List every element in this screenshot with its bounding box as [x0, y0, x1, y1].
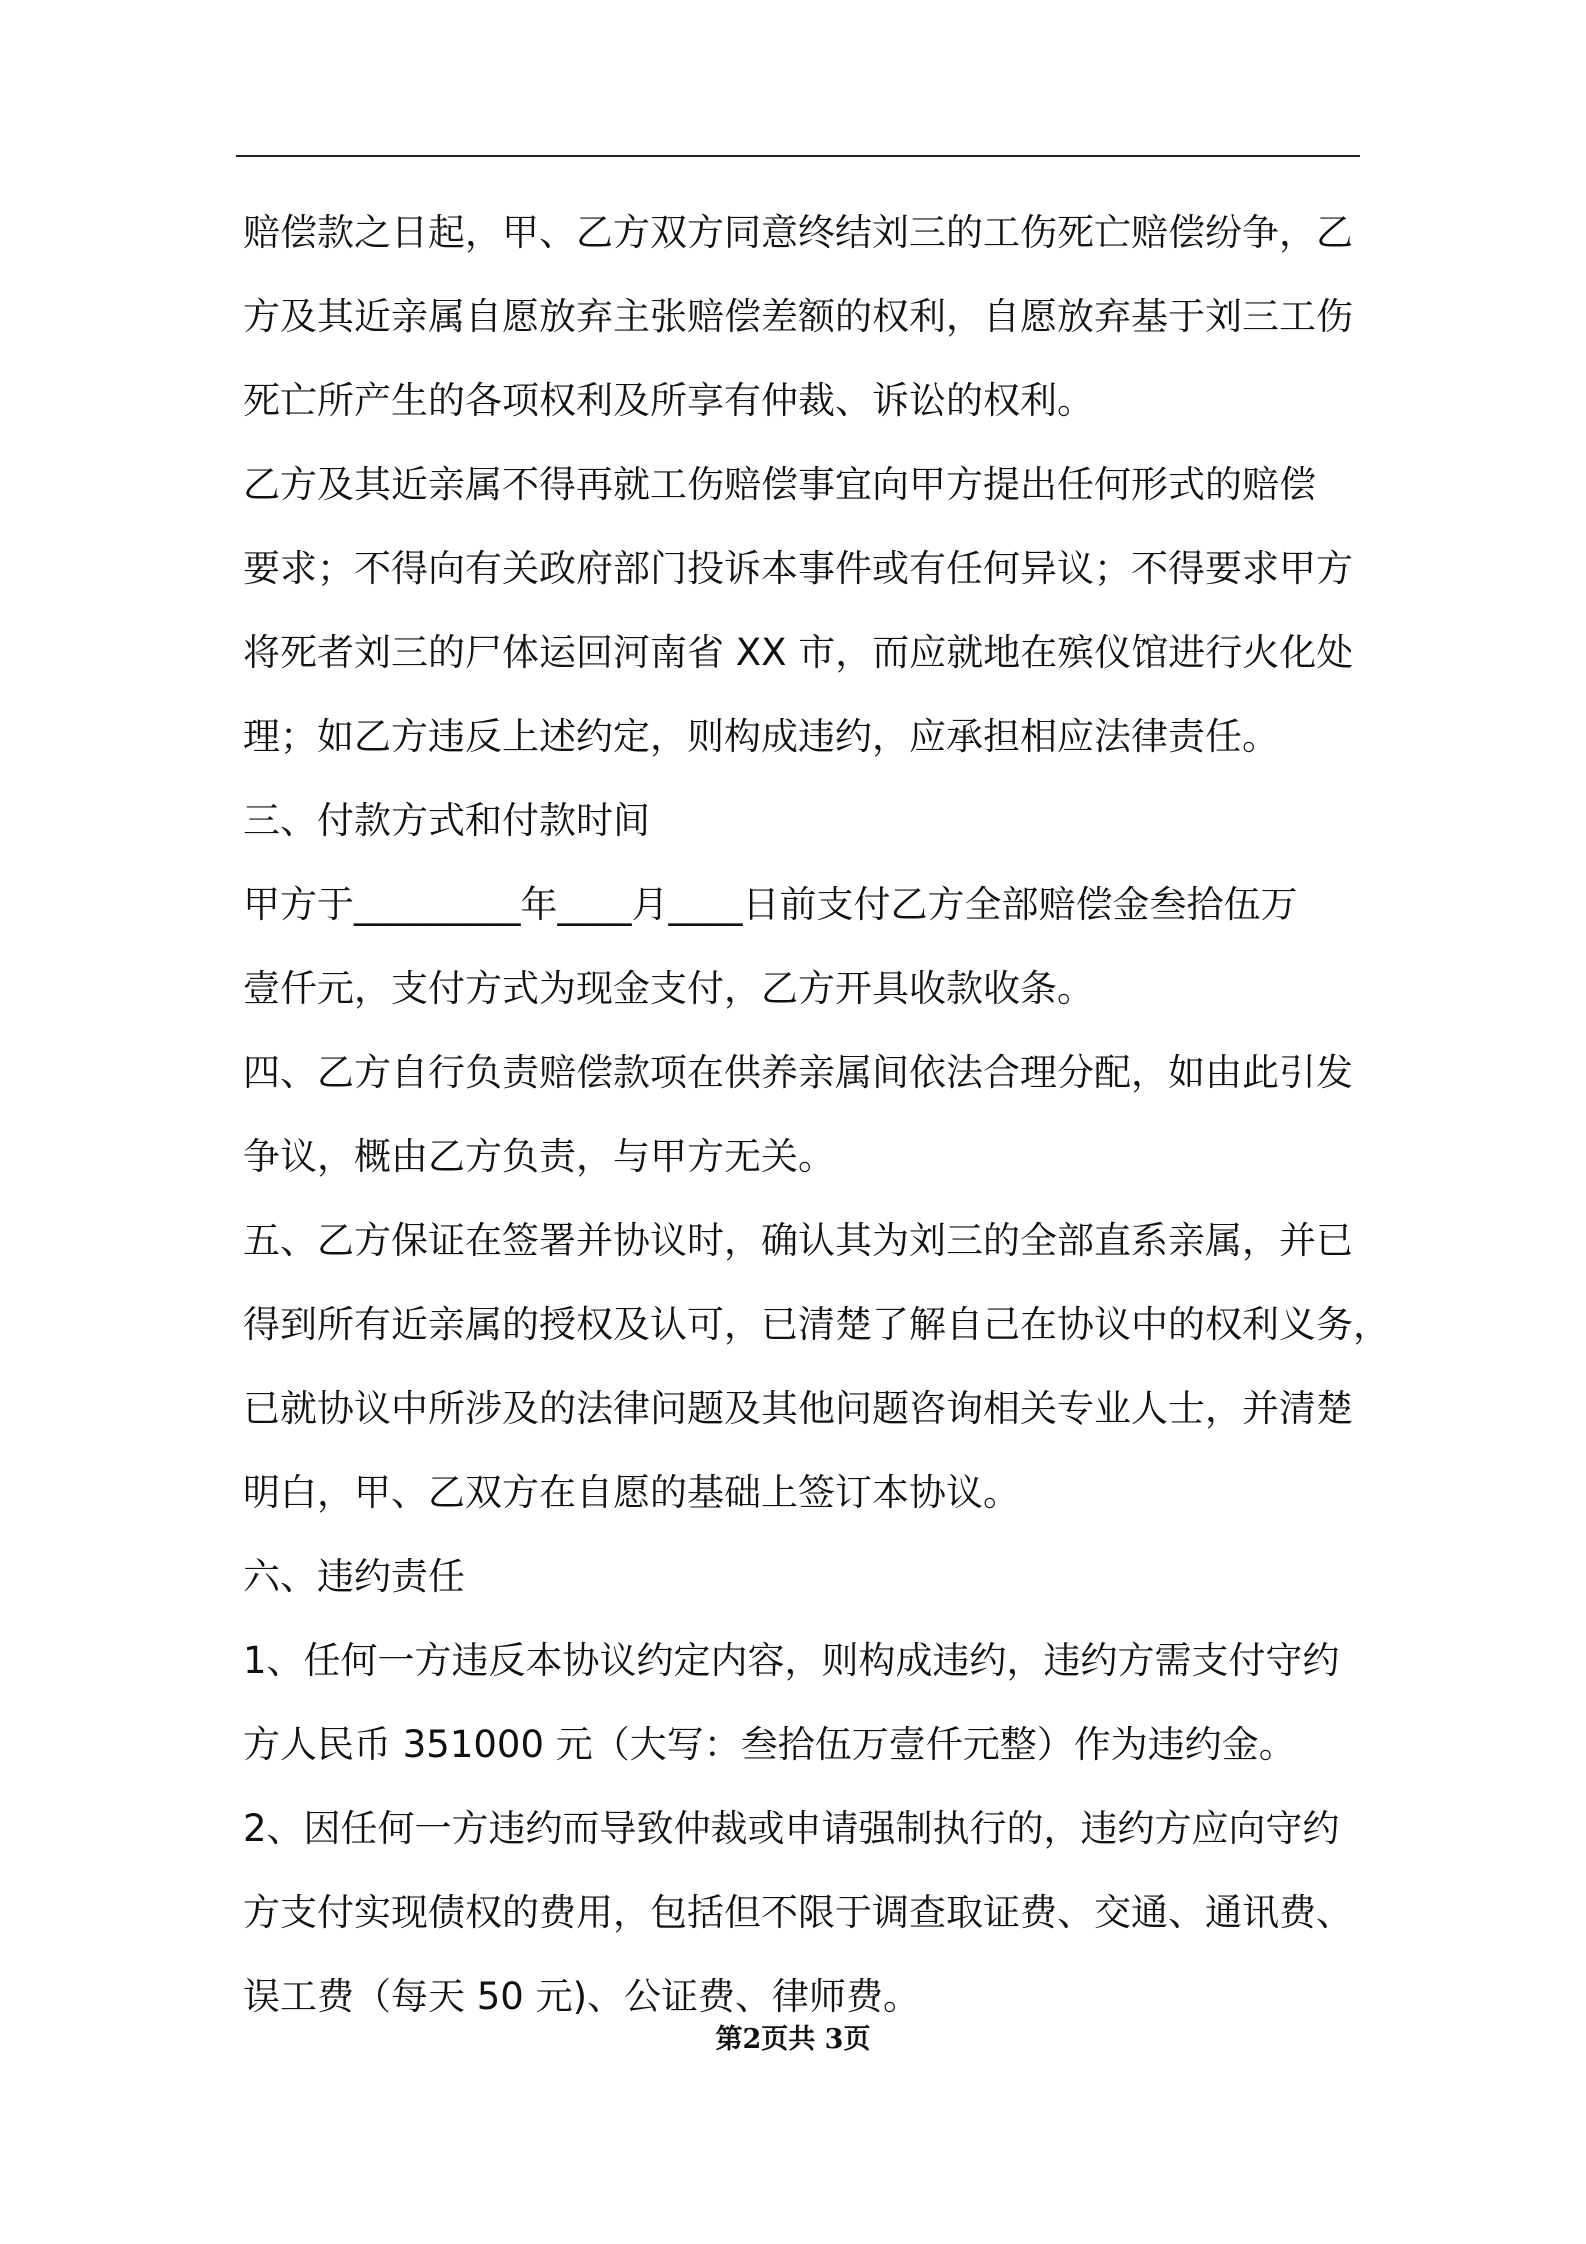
text-line: 争议，概由乙方负责，与甲方无关。: [243, 1135, 835, 1178]
text-line: 2、因任何一方违约而导致仲裁或申请强制执行的，违约方应向守约: [243, 1807, 1340, 1850]
text-line: 要求；不得向有关政府部门投诉本事件或有任何异议；不得要求甲方: [243, 547, 1353, 590]
text-line: 得到所有近亲属的授权及认可，已清楚了解自己在协议中的权利义务，: [243, 1303, 1390, 1346]
text-line: 壹仟元，支付方式为现金支付，乙方开具收款收条。: [243, 967, 1094, 1010]
text-line: 1、任何一方违反本协议约定内容，则构成违约，违约方需支付守约: [243, 1639, 1340, 1682]
section-heading: 三、付款方式和付款时间: [243, 799, 650, 842]
text-line: 五、乙方保证在签署并协议时，确认其为刘三的全部直系亲属，并已: [243, 1219, 1353, 1262]
text-line: 方人民币 351000 元（大写：叁拾伍万壹仟元整）作为违约金。: [243, 1723, 1296, 1766]
page-number: 第2页共 3页: [715, 2024, 871, 2055]
document-body: [243, 191, 1390, 2039]
text-line: 将死者刘三的尸体运回河南省 XX 市，而应就地在殡仪馆进行火化处: [243, 631, 1354, 674]
text-line: 方支付实现债权的费用，包括但不限于调查取证费、交通、通讯费、: [243, 1891, 1353, 1934]
text-line: 乙方及其近亲属不得再就工伤赔偿事宜向甲方提出任何形式的赔偿: [243, 463, 1316, 506]
text-line: 死亡所产生的各项权利及所享有仲裁、诉讼的权利。: [243, 379, 1094, 422]
text-line: 理；如乙方违反上述约定，则构成违约，应承担相应法律责任。: [243, 715, 1279, 758]
text-line: 方及其近亲属自愿放弃主张赔偿差额的权利，自愿放弃基于刘三工伤: [243, 295, 1353, 338]
text-line: 赔偿款之日起，甲、乙方双方同意终结刘三的工伤死亡赔偿纷争，乙: [243, 211, 1353, 254]
text-line: 误工费（每天 50 元)、公证费、律师费。: [243, 1975, 921, 2018]
header-divider: [236, 155, 1360, 157]
text-line: 四、乙方自行负责赔偿款项在供养亲属间依法合理分配，如由此引发: [243, 1051, 1353, 1094]
text-line: 已就协议中所涉及的法律问题及其他问题咨询相关专业人士，并清楚: [243, 1387, 1353, 1430]
text-line: 甲方于_________年____月____日前支付乙方全部赔偿金叁拾伍万: [243, 883, 1298, 926]
section-heading: 六、违约责任: [243, 1555, 465, 1598]
text-line: 明白，甲、乙双方在自愿的基础上签订本协议。: [243, 1471, 1020, 1514]
